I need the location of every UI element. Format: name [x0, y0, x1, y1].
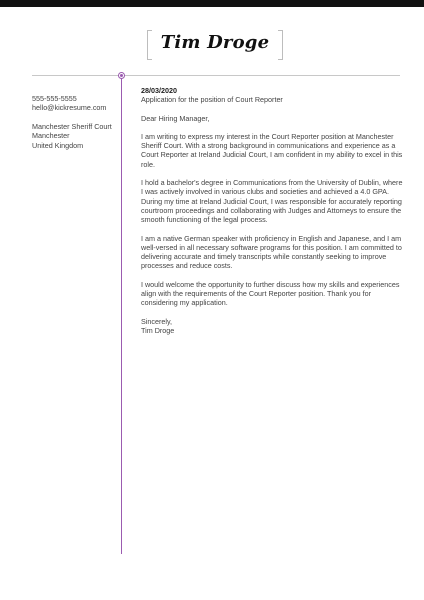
recipient-line-2: Manchester	[32, 131, 70, 141]
signature: Tim Droge	[141, 325, 175, 335]
recipient-line-3: United Kingdom	[32, 140, 84, 150]
paragraph-1: I am writing to express my interest in the Court Reporter position at Manchester Sheriff Court. With a strong background in communications and experience as a Court Reporter at Ireland Judicial Court, I am confident in my ability to excel in this role.	[141, 131, 403, 169]
right-bracket	[278, 30, 283, 60]
sidebar	[32, 94, 116, 159]
vertical-divider	[121, 76, 122, 554]
applicant-name: Tim Droge	[160, 32, 270, 53]
letter-subject: Application for the position of Court Reporter	[141, 95, 283, 105]
top-bar	[0, 0, 424, 7]
phone-number: 555-555-5555	[32, 94, 77, 103]
letter-date: 28/03/2020	[141, 86, 177, 95]
paragraph-3: I am a native German speaker with proficiency in English and Japanese, and I am well-versed in all necessary software programs for this position. I am committed to delivering accurate and timely transcripts while constantly seeking to improve processes and reduce costs.	[141, 233, 402, 271]
paragraph-2: I hold a bachelor's degree in Communications from the University of Dublin, where I was actively involved in various clubs and societies and achieved a 4.0 GPA. During my time at Ireland Judicial Court, I was responsible for accurately reporting courtroom proceedings and collaborating with Judges and Attorneys to ensure the smooth functioning of the legal process.	[141, 178, 403, 225]
divider-dot	[118, 72, 125, 79]
salutation: Dear Hiring Manager,	[141, 113, 210, 123]
closing: Sincerely,	[141, 316, 173, 326]
horizontal-divider	[32, 75, 400, 76]
recipient-line-1: Manchester Sheriff Court	[32, 121, 112, 131]
email-address: hello@kickresume.com	[32, 103, 107, 113]
letter-body	[141, 86, 403, 335]
contact-block	[32, 94, 116, 113]
paragraph-4: I would welcome the opportunity to further discuss how my skills and experiences align with the requirements of the Court Reporter position. Thank you for considering my application.	[141, 279, 400, 308]
name-header	[147, 30, 283, 58]
recipient-block	[32, 122, 116, 150]
